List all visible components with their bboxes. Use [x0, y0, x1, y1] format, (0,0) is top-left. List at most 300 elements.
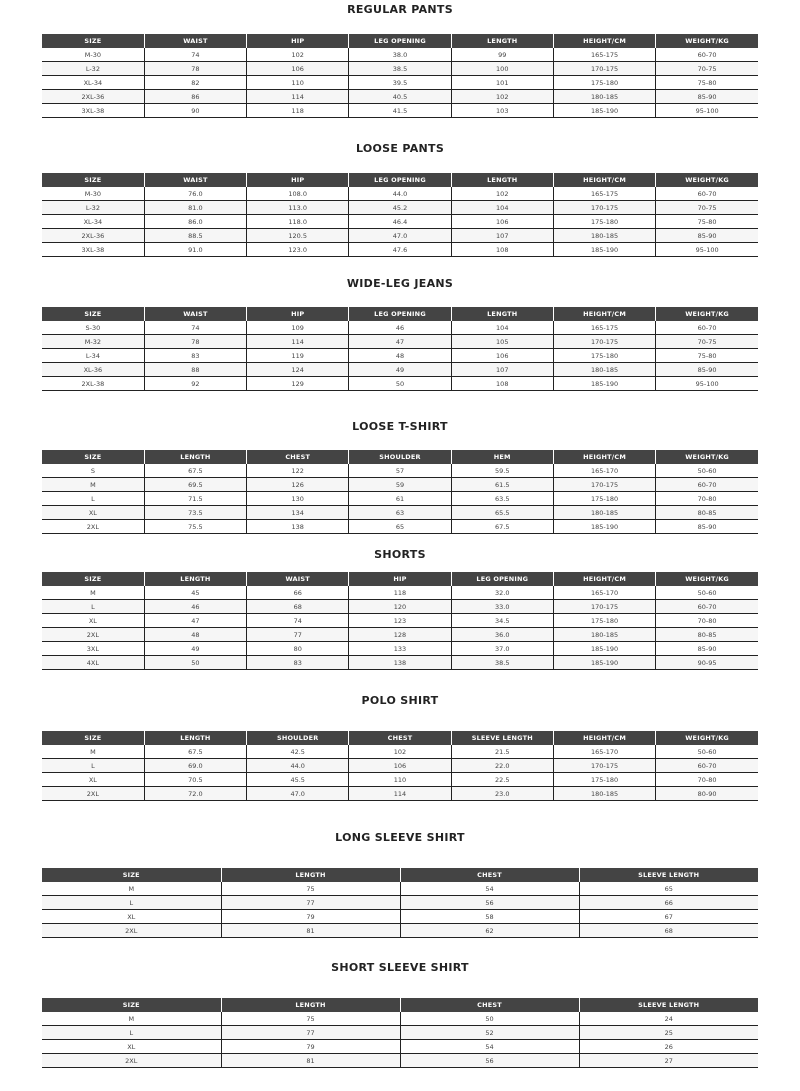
column-header: HEIGHT/CM — [553, 731, 655, 745]
table-row — [42, 924, 758, 938]
table-cell: 78 — [144, 335, 246, 349]
table-row — [42, 506, 758, 520]
column-header: SIZE — [42, 731, 144, 745]
table-cell: 69.5 — [144, 478, 246, 492]
table-cell: 59 — [349, 478, 451, 492]
table-cell: M — [42, 478, 144, 492]
table-cell: 120 — [349, 600, 451, 614]
table-cell: 67.5 — [451, 520, 553, 534]
table-cell: 119 — [247, 349, 349, 363]
table-cell: 67.5 — [144, 745, 246, 759]
table-cell: XL-36 — [42, 363, 144, 377]
table-cell: 77 — [221, 1026, 400, 1040]
table-row — [42, 377, 758, 391]
table-cell: 4XL — [42, 656, 144, 670]
table-cell: 50-60 — [656, 464, 758, 478]
table-cell: 106 — [451, 215, 553, 229]
table-cell: 73.5 — [144, 506, 246, 520]
table-header-row — [42, 34, 758, 48]
table-cell: 46.4 — [349, 215, 451, 229]
column-header: HEIGHT/CM — [553, 307, 655, 321]
table-cell: 47.0 — [349, 229, 451, 243]
table-cell: 85-90 — [656, 520, 758, 534]
table-cell: 175-180 — [553, 215, 655, 229]
column-header: HEM — [451, 450, 553, 464]
table-cell: L-32 — [42, 62, 144, 76]
table-cell: 85-90 — [656, 642, 758, 656]
column-header: SLEEVE LENGTH — [579, 868, 758, 882]
table-cell: M-32 — [42, 335, 144, 349]
table-row — [42, 628, 758, 642]
table-cell: 70-75 — [656, 201, 758, 215]
table-cell: 56 — [400, 896, 579, 910]
table-cell: S-30 — [42, 321, 144, 335]
table-cell: L — [42, 492, 144, 506]
table-cell: 47 — [349, 335, 451, 349]
table-cell: 22.0 — [451, 759, 553, 773]
table-cell: 52 — [400, 1026, 579, 1040]
table-cell: 77 — [247, 628, 349, 642]
column-header: HEIGHT/CM — [553, 450, 655, 464]
table-cell: 108.0 — [247, 187, 349, 201]
table-cell: 2XL — [42, 924, 221, 938]
column-header: SLEEVE LENGTH — [579, 998, 758, 1012]
table-cell: 47.0 — [247, 787, 349, 801]
table-cell: 70-80 — [656, 492, 758, 506]
table-cell: 138 — [247, 520, 349, 534]
table-cell: 83 — [247, 656, 349, 670]
table-cell: 50 — [349, 377, 451, 391]
column-header: LENGTH — [451, 173, 553, 187]
table-cell: 74 — [247, 614, 349, 628]
table-cell: 60-70 — [656, 759, 758, 773]
table-cell: 118 — [247, 104, 349, 118]
table-cell: 54 — [400, 882, 579, 896]
table-cell: 63.5 — [451, 492, 553, 506]
table-cell: 185-190 — [553, 243, 655, 257]
table-cell: L — [42, 1026, 221, 1040]
table-cell: 70-75 — [656, 62, 758, 76]
table-cell: 113.0 — [247, 201, 349, 215]
table-cell: 41.5 — [349, 104, 451, 118]
table-cell: 90 — [144, 104, 246, 118]
column-header: SIZE — [42, 307, 144, 321]
table-cell: 80-85 — [656, 628, 758, 642]
table-cell: 21.5 — [451, 745, 553, 759]
table-cell: 80-85 — [656, 506, 758, 520]
table-cell: 102 — [247, 48, 349, 62]
table-cell: 109 — [247, 321, 349, 335]
table-cell: 123 — [349, 614, 451, 628]
table-cell: 88.5 — [144, 229, 246, 243]
column-header: HEIGHT/CM — [553, 572, 655, 586]
table-cell: 2XL-36 — [42, 229, 144, 243]
table-header-row — [42, 307, 758, 321]
table-cell: 61 — [349, 492, 451, 506]
table-cell: M-30 — [42, 48, 144, 62]
table-cell: 99 — [451, 48, 553, 62]
table-cell: 24 — [579, 1012, 758, 1026]
table-cell: 66 — [579, 896, 758, 910]
table-cell: 102 — [451, 90, 553, 104]
table-cell: 79 — [221, 1040, 400, 1054]
table-cell: 106 — [349, 759, 451, 773]
long-sleeve-shirt-table — [42, 868, 758, 938]
polo-shirt-table — [42, 731, 758, 801]
table-cell: 88 — [144, 363, 246, 377]
table-cell: M — [42, 1012, 221, 1026]
table-row — [42, 1054, 758, 1068]
table-header-row — [42, 450, 758, 464]
polo-shirt-title: POLO SHIRT — [361, 694, 439, 707]
table-cell: 106 — [247, 62, 349, 76]
table-cell: 67.5 — [144, 464, 246, 478]
table-cell: 114 — [247, 90, 349, 104]
table-cell: 50-60 — [656, 586, 758, 600]
table-cell: 75-80 — [656, 349, 758, 363]
table-cell: M — [42, 745, 144, 759]
table-cell: 72.0 — [144, 787, 246, 801]
table-cell: 180-185 — [553, 628, 655, 642]
table-row — [42, 896, 758, 910]
column-header: SIZE — [42, 572, 144, 586]
table-cell: 49 — [349, 363, 451, 377]
table-cell: 85-90 — [656, 363, 758, 377]
table-cell: 122 — [247, 464, 349, 478]
table-cell: L-34 — [42, 349, 144, 363]
column-header: LENGTH — [221, 868, 400, 882]
table-cell: 133 — [349, 642, 451, 656]
column-header: HIP — [247, 307, 349, 321]
table-cell: 26 — [579, 1040, 758, 1054]
table-cell: 95-100 — [656, 377, 758, 391]
table-cell: 69.0 — [144, 759, 246, 773]
table-cell: 50 — [144, 656, 246, 670]
table-cell: 57 — [349, 464, 451, 478]
table-cell: 106 — [451, 349, 553, 363]
table-cell: M — [42, 882, 221, 896]
table-cell: 2XL — [42, 520, 144, 534]
table-header-row — [42, 998, 758, 1012]
table-row — [42, 614, 758, 628]
table-cell: 128 — [349, 628, 451, 642]
table-row — [42, 787, 758, 801]
table-cell: 50 — [400, 1012, 579, 1026]
table-cell: 56 — [400, 1054, 579, 1068]
table-cell: 175-180 — [553, 76, 655, 90]
column-header: LEG OPENING — [349, 307, 451, 321]
table-cell: 165-170 — [553, 586, 655, 600]
table-row — [42, 321, 758, 335]
table-cell: 102 — [451, 187, 553, 201]
table-row — [42, 745, 758, 759]
table-row — [42, 759, 758, 773]
table-row — [42, 363, 758, 377]
table-cell: 40.5 — [349, 90, 451, 104]
table-cell: 85-90 — [656, 90, 758, 104]
table-cell: 83 — [144, 349, 246, 363]
table-cell: 175-180 — [553, 349, 655, 363]
table-cell: 23.0 — [451, 787, 553, 801]
table-cell: 165-170 — [553, 745, 655, 759]
column-header: HIP — [349, 572, 451, 586]
table-cell: 2XL-36 — [42, 90, 144, 104]
table-row — [42, 464, 758, 478]
table-cell: 22.5 — [451, 773, 553, 787]
table-cell: 37.0 — [451, 642, 553, 656]
table-cell: S — [42, 464, 144, 478]
table-cell: 170-175 — [553, 600, 655, 614]
table-cell: 42.5 — [247, 745, 349, 759]
table-header-row — [42, 572, 758, 586]
table-cell: 134 — [247, 506, 349, 520]
table-cell: 44.0 — [349, 187, 451, 201]
table-cell: 59.5 — [451, 464, 553, 478]
table-cell: 38.5 — [451, 656, 553, 670]
table-cell: 63 — [349, 506, 451, 520]
table-cell: 25 — [579, 1026, 758, 1040]
table-cell: 175-180 — [553, 614, 655, 628]
table-cell: L — [42, 759, 144, 773]
column-header: HIP — [247, 173, 349, 187]
table-cell: 126 — [247, 478, 349, 492]
column-header: WEIGHT/KG — [656, 307, 758, 321]
column-header: WAIST — [247, 572, 349, 586]
table-cell: 114 — [349, 787, 451, 801]
wide-leg-jeans-table — [42, 307, 758, 391]
regular-pants-title: REGULAR PANTS — [347, 3, 453, 16]
table-cell: 36.0 — [451, 628, 553, 642]
table-cell: 67 — [579, 910, 758, 924]
table-cell: 45.2 — [349, 201, 451, 215]
column-header: SHOULDER — [349, 450, 451, 464]
table-cell: 124 — [247, 363, 349, 377]
table-cell: 185-190 — [553, 377, 655, 391]
wide-leg-jeans-title: WIDE-LEG JEANS — [346, 277, 454, 290]
column-header: HIP — [247, 34, 349, 48]
table-cell: 185-190 — [553, 520, 655, 534]
table-row — [42, 229, 758, 243]
table-cell: 68 — [247, 600, 349, 614]
table-cell: 175-180 — [553, 773, 655, 787]
table-cell: 123.0 — [247, 243, 349, 257]
table-cell: 180-185 — [553, 787, 655, 801]
table-cell: 58 — [400, 910, 579, 924]
table-cell: 65 — [349, 520, 451, 534]
table-cell: 82 — [144, 76, 246, 90]
table-cell: 185-190 — [553, 656, 655, 670]
table-cell: 85-90 — [656, 229, 758, 243]
table-cell: 81.0 — [144, 201, 246, 215]
table-cell: XL — [42, 773, 144, 787]
table-cell: 175-180 — [553, 492, 655, 506]
table-cell: 62 — [400, 924, 579, 938]
table-cell: 47 — [144, 614, 246, 628]
table-cell: 180-185 — [553, 363, 655, 377]
table-cell: 185-190 — [553, 642, 655, 656]
table-header-row — [42, 173, 758, 187]
table-cell: 54 — [400, 1040, 579, 1054]
column-header: SIZE — [42, 34, 144, 48]
table-cell: 65 — [579, 882, 758, 896]
column-header: WAIST — [144, 173, 246, 187]
table-row — [42, 48, 758, 62]
table-cell: 47.6 — [349, 243, 451, 257]
column-header: WEIGHT/KG — [656, 450, 758, 464]
table-cell: 44.0 — [247, 759, 349, 773]
table-row — [42, 478, 758, 492]
table-cell: 2XL — [42, 787, 144, 801]
column-header: LENGTH — [144, 450, 246, 464]
table-row — [42, 1012, 758, 1026]
table-row — [42, 1040, 758, 1054]
table-cell: 129 — [247, 377, 349, 391]
table-cell: XL — [42, 614, 144, 628]
regular-pants-table — [42, 34, 758, 118]
table-row — [42, 600, 758, 614]
table-cell: 185-190 — [553, 104, 655, 118]
table-cell: 180-185 — [553, 90, 655, 104]
table-cell: 120.5 — [247, 229, 349, 243]
table-cell: 107 — [451, 363, 553, 377]
column-header: SIZE — [42, 173, 144, 187]
table-cell: 165-175 — [553, 187, 655, 201]
table-cell: 130 — [247, 492, 349, 506]
column-header: SLEEVE LENGTH — [451, 731, 553, 745]
column-header: SIZE — [42, 450, 144, 464]
table-cell: 92 — [144, 377, 246, 391]
table-cell: 50-60 — [656, 745, 758, 759]
table-cell: 2XL — [42, 1054, 221, 1068]
table-cell: 138 — [349, 656, 451, 670]
column-header: LEG OPENING — [451, 572, 553, 586]
table-cell: 48 — [144, 628, 246, 642]
table-cell: 61.5 — [451, 478, 553, 492]
table-header-row — [42, 868, 758, 882]
table-cell: 81 — [221, 924, 400, 938]
column-header: CHEST — [247, 450, 349, 464]
loose-pants-title: LOOSE PANTS — [355, 142, 445, 155]
short-sleeve-shirt-table — [42, 998, 758, 1068]
table-cell: 108 — [451, 243, 553, 257]
table-cell: 60-70 — [656, 321, 758, 335]
table-row — [42, 349, 758, 363]
table-row — [42, 187, 758, 201]
shorts-title: SHORTS — [374, 548, 426, 561]
table-cell: 165-175 — [553, 48, 655, 62]
table-cell: XL-34 — [42, 215, 144, 229]
table-cell: XL — [42, 910, 221, 924]
table-row — [42, 586, 758, 600]
table-cell: 170-175 — [553, 201, 655, 215]
table-cell: 75-80 — [656, 76, 758, 90]
table-cell: 170-175 — [553, 478, 655, 492]
table-cell: 86.0 — [144, 215, 246, 229]
long-sleeve-shirt-title: LONG SLEEVE SHIRT — [335, 831, 465, 844]
table-cell: 66 — [247, 586, 349, 600]
table-cell: 2XL-38 — [42, 377, 144, 391]
shorts-table — [42, 572, 758, 670]
column-header: SHOULDER — [247, 731, 349, 745]
table-cell: 90-95 — [656, 656, 758, 670]
column-header: WAIST — [144, 34, 246, 48]
table-cell: 60-70 — [656, 187, 758, 201]
table-cell: 80-90 — [656, 787, 758, 801]
table-cell: 60-70 — [656, 600, 758, 614]
table-cell: 38.0 — [349, 48, 451, 62]
table-cell: 104 — [451, 201, 553, 215]
table-cell: 76.0 — [144, 187, 246, 201]
table-cell: 60-70 — [656, 48, 758, 62]
table-cell: 34.5 — [451, 614, 553, 628]
short-sleeve-shirt-title: SHORT SLEEVE SHIRT — [331, 961, 469, 974]
column-header: CHEST — [400, 868, 579, 882]
table-cell: 39.5 — [349, 76, 451, 90]
column-header: LENGTH — [144, 731, 246, 745]
table-cell: 46 — [144, 600, 246, 614]
table-cell: 45 — [144, 586, 246, 600]
table-cell: 49 — [144, 642, 246, 656]
table-cell: 68 — [579, 924, 758, 938]
table-cell: XL — [42, 1040, 221, 1054]
table-row — [42, 492, 758, 506]
column-header: LENGTH — [451, 307, 553, 321]
table-row — [42, 773, 758, 787]
table-row — [42, 1026, 758, 1040]
column-header: LENGTH — [221, 998, 400, 1012]
table-cell: 75.5 — [144, 520, 246, 534]
table-row — [42, 642, 758, 656]
column-header: SIZE — [42, 868, 221, 882]
table-cell: 70-80 — [656, 773, 758, 787]
column-header: LENGTH — [451, 34, 553, 48]
table-cell: 102 — [349, 745, 451, 759]
column-header: WEIGHT/KG — [656, 34, 758, 48]
table-cell: 86 — [144, 90, 246, 104]
column-header: WAIST — [144, 307, 246, 321]
column-header: LEG OPENING — [349, 173, 451, 187]
table-cell: 95-100 — [656, 243, 758, 257]
table-cell: 70.5 — [144, 773, 246, 787]
table-cell: 75 — [221, 882, 400, 896]
table-cell: XL-34 — [42, 76, 144, 90]
table-cell: 165-175 — [553, 321, 655, 335]
table-cell: 180-185 — [553, 506, 655, 520]
table-cell: 70-75 — [656, 335, 758, 349]
table-cell: 101 — [451, 76, 553, 90]
table-cell: M-30 — [42, 187, 144, 201]
table-cell: 33.0 — [451, 600, 553, 614]
table-cell: 95-100 — [656, 104, 758, 118]
table-cell: 46 — [349, 321, 451, 335]
table-cell: 80 — [247, 642, 349, 656]
table-cell: 71.5 — [144, 492, 246, 506]
table-cell: 3XL-38 — [42, 243, 144, 257]
table-cell: L — [42, 896, 221, 910]
column-header: LEG OPENING — [349, 34, 451, 48]
table-cell: 65.5 — [451, 506, 553, 520]
column-header: WEIGHT/KG — [656, 173, 758, 187]
table-row — [42, 243, 758, 257]
table-cell: 170-175 — [553, 335, 655, 349]
table-cell: 60-70 — [656, 478, 758, 492]
column-header: HEIGHT/CM — [553, 173, 655, 187]
column-header: CHEST — [349, 731, 451, 745]
table-cell: 77 — [221, 896, 400, 910]
table-cell: 170-175 — [553, 62, 655, 76]
table-cell: 75 — [221, 1012, 400, 1026]
table-cell: 45.5 — [247, 773, 349, 787]
